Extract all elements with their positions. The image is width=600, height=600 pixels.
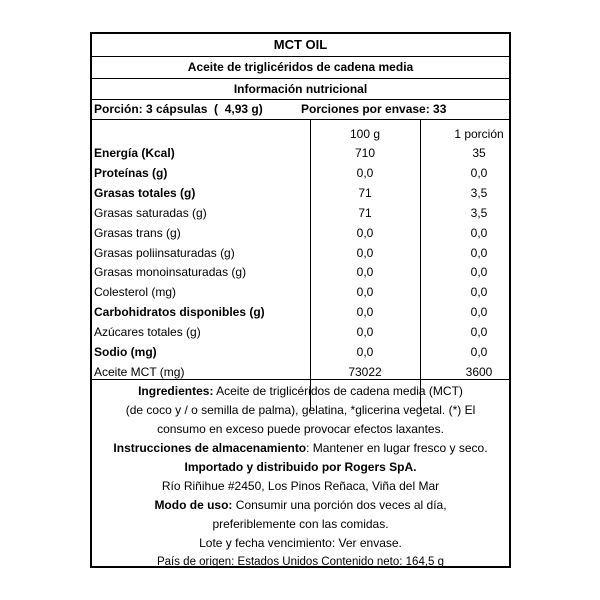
nutrient-name: Grasas poliinsaturadas (g) bbox=[94, 245, 235, 260]
lot-expiry: Lote y fecha vencimiento: Ver envase. bbox=[199, 536, 402, 550]
nutrient-value-100g: 0,0 bbox=[356, 325, 374, 340]
nutrient-name: Colesterol (mg) bbox=[94, 285, 177, 300]
nutrient-value-100g: 71 bbox=[358, 205, 372, 220]
serving-row bbox=[92, 100, 509, 120]
nutrient-name: Energía (Kcal) bbox=[94, 146, 175, 160]
nutrient-value-portion: 0,0 bbox=[470, 325, 488, 340]
nutrient-value-portion: 0,0 bbox=[470, 265, 488, 280]
nutrient-name: Aceite MCT (mg) bbox=[94, 364, 185, 379]
ingredients-text: Aceite de triglicéridos de cadena media (MCT) bbox=[213, 384, 463, 398]
nutrient-value-100g: 73022 bbox=[348, 364, 382, 379]
usage-line-2: preferiblemente con las comidas. bbox=[212, 517, 389, 531]
section-title-row bbox=[92, 79, 509, 100]
storage-line bbox=[92, 439, 509, 458]
ingredients-label: Ingredientes: bbox=[138, 384, 214, 398]
nutrient-name: Grasas totales (g) bbox=[94, 185, 196, 200]
nutrient-name: Grasas saturadas (g) bbox=[94, 205, 207, 220]
nutrient-value-portion: 3,5 bbox=[470, 185, 488, 200]
nutrient-value-100g: 710 bbox=[354, 146, 376, 160]
ingredients-line-3: consumo en exceso puede provocar efectos laxantes. bbox=[157, 422, 444, 436]
nutrition-label bbox=[90, 32, 511, 568]
footer-info bbox=[92, 382, 509, 572]
nutrient-value-100g: 71 bbox=[358, 185, 372, 200]
origin-net-content: País de origen: Estados Unidos Contenido neto: 164,5 g bbox=[156, 556, 445, 568]
nutrient-name: Grasas monoinsaturadas (g) bbox=[94, 265, 247, 280]
nutrient-value-100g: 0,0 bbox=[356, 225, 374, 240]
nutrient-name: Proteínas (g) bbox=[94, 165, 168, 180]
section-title: Información nutricional bbox=[233, 82, 368, 96]
nutrient-value-100g: 0,0 bbox=[356, 345, 374, 359]
nutrient-value-100g: 0,0 bbox=[356, 305, 374, 320]
servings-per-container: Porciones por envase: 33 bbox=[301, 102, 447, 116]
nutrient-value-portion: 0,0 bbox=[470, 165, 488, 180]
usage-line bbox=[92, 496, 509, 515]
ingredients-line-1 bbox=[92, 382, 509, 401]
column-header-portion: 1 porción bbox=[454, 127, 504, 141]
ingredients-line-2: (de coco y / o semilla de palma), gelatina, *glicerina vegetal. (*) El bbox=[125, 403, 476, 417]
product-subtitle-row bbox=[92, 57, 509, 79]
nutrient-name: Sodio (mg) bbox=[94, 345, 157, 359]
nutrient-value-portion: 0,0 bbox=[470, 225, 488, 240]
table-bottom-border bbox=[92, 379, 509, 380]
nutrient-value-portion: 0,0 bbox=[470, 245, 488, 260]
nutrient-value-portion: 3,5 bbox=[470, 205, 488, 220]
nutrient-value-portion: 35 bbox=[472, 146, 486, 160]
storage-text: : Mantener en lugar fresco y seco. bbox=[306, 441, 488, 455]
nutrient-name: Carbohidratos disponibles (g) bbox=[94, 305, 265, 320]
nutrient-value-100g: 0,0 bbox=[356, 265, 374, 280]
usage-text: Consumir una porción dos veces al día, bbox=[232, 498, 447, 512]
serving-portion: Porción: 3 cápsulas ( 4,93 g) bbox=[94, 102, 263, 116]
nutrient-value-100g: 0,0 bbox=[356, 285, 374, 300]
column-divider-2 bbox=[420, 119, 421, 410]
product-subtitle: Aceite de triglicéridos de cadena media bbox=[187, 60, 414, 74]
nutrient-value-100g: 0,0 bbox=[356, 245, 374, 260]
address: Río Riñihue #2450, Los Pinos Reñaca, Viña del Mar bbox=[161, 479, 440, 493]
product-name-row bbox=[92, 34, 509, 57]
nutrient-name: Azúcares totales (g) bbox=[94, 325, 201, 340]
nutrient-value-portion: 3600 bbox=[465, 364, 493, 379]
usage-label: Modo de uso: bbox=[154, 498, 233, 512]
nutrient-name: Grasas trans (g) bbox=[94, 225, 181, 240]
column-header-100g: 100 g bbox=[349, 127, 381, 141]
product-name: MCT OIL bbox=[273, 37, 328, 52]
nutrient-value-portion: 0,0 bbox=[470, 285, 488, 300]
nutrient-value-100g: 0,0 bbox=[356, 165, 374, 180]
nutrient-value-portion: 0,0 bbox=[470, 305, 488, 320]
storage-label: Instrucciones de almacenamiento bbox=[113, 441, 307, 455]
nutrient-value-portion: 0,0 bbox=[470, 345, 488, 359]
imported-by: Importado y distribuido por Rogers SpA. bbox=[184, 460, 417, 474]
